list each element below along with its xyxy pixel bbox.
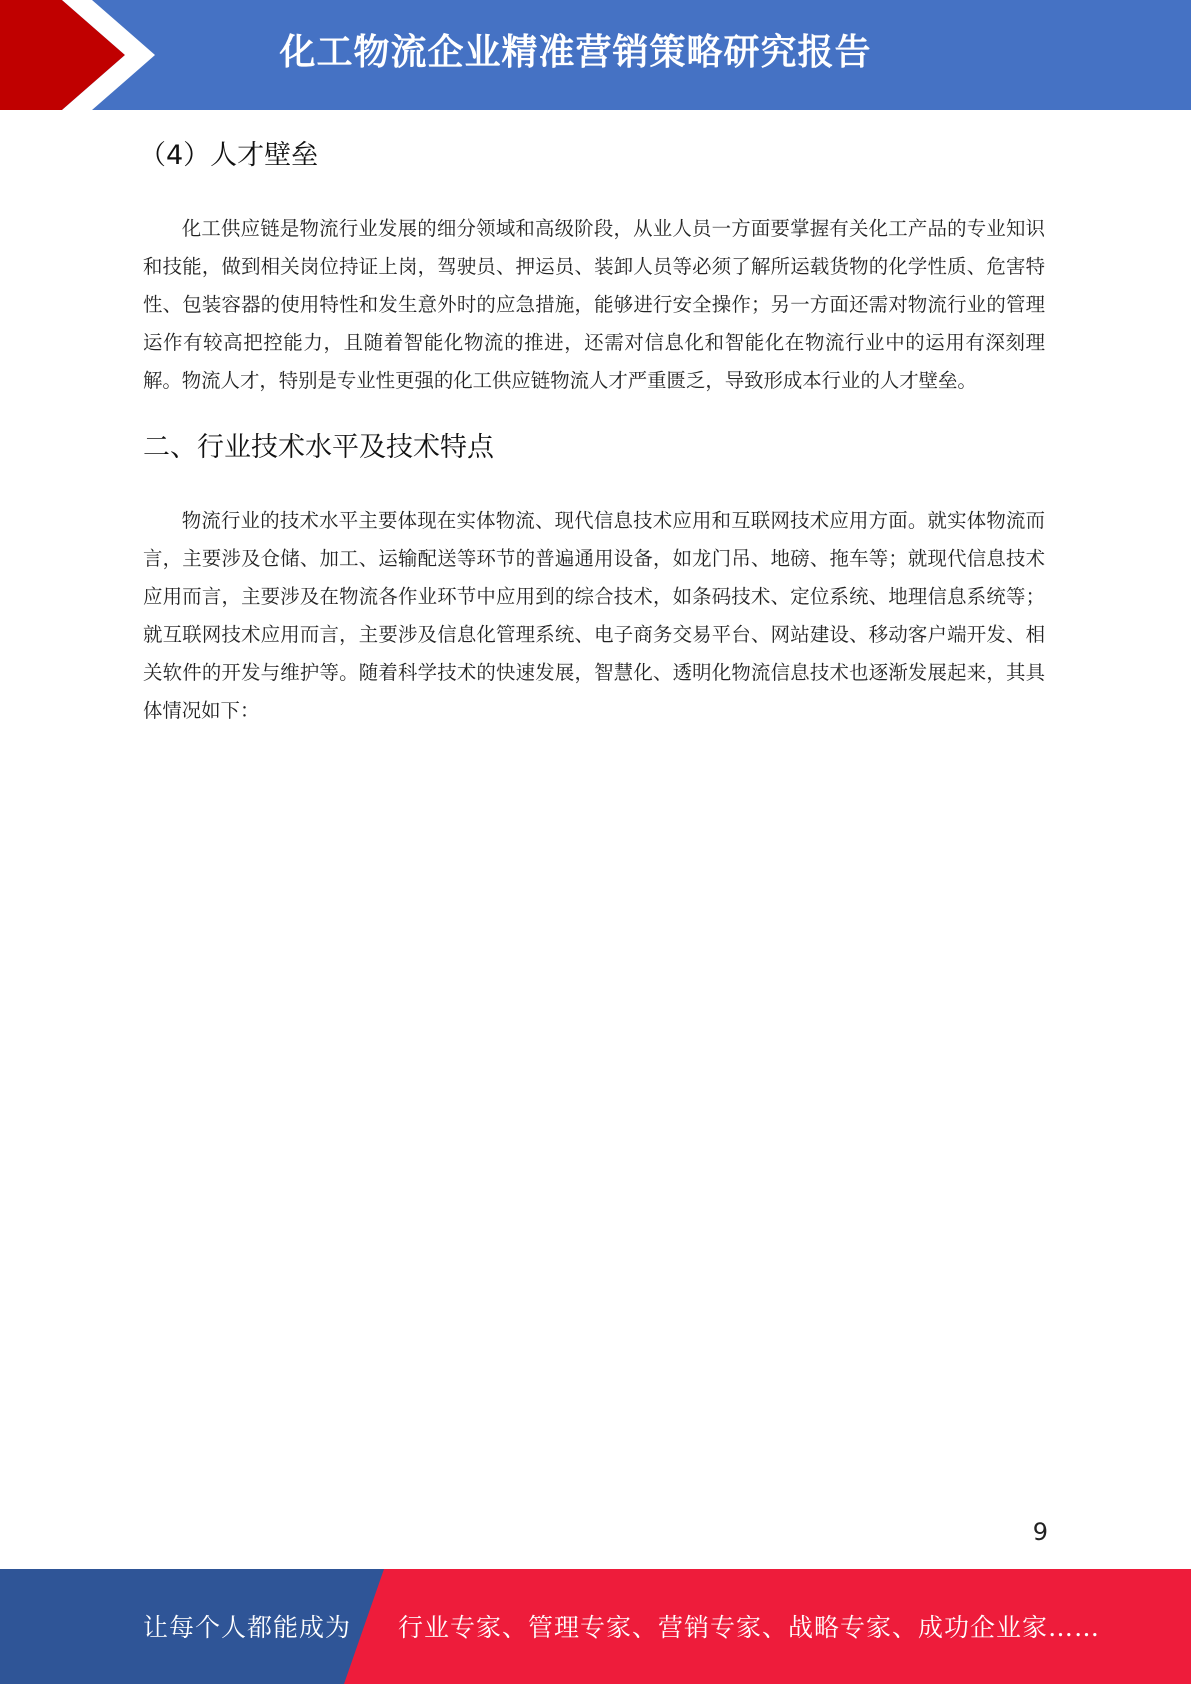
header-title: 化工物流企业精准营销策略研究报告 bbox=[279, 32, 872, 73]
page-footer bbox=[0, 1569, 1191, 1684]
section-heading-technology: 二、行业技术水平及技术特点 bbox=[143, 432, 494, 463]
subheading-talent-barrier: （4）人才壁垒 bbox=[139, 140, 319, 171]
page-header bbox=[0, 0, 1191, 110]
paragraph-technology: 物流行业的技术水平主要体现在实体物流、现代信息技术应用和互联网技术应用方面。就实体物流而言，主要涉及仓储、加工、运输配送等环节的普遍通用设备，如龙门吊、地磅、拖车等；就现代信息技术应用而言，主要涉及在物流各作业环节中应用到的综合技术，如条码技术、定位系统、地理信息系统等；就互联网技术应用而言，主要涉及信息化管理系统、电子商务交易平台、网站建设、移动客户端开发、相关软件的开发与维护等。随着科学技术的快速发展，智慧化、透明化物流信息技术也逐渐发展起来，其具体情况如下： bbox=[143, 509, 1045, 722]
page-number: 9 bbox=[1032, 1518, 1048, 1546]
footer-slogan-right: 行业专家、管理专家、营销专家、战略专家、成功企业家…… bbox=[398, 1613, 1101, 1642]
paragraph-talent-barrier: 化工供应链是物流行业发展的细分领域和高级阶段，从业人员一方面要掌握有关化工产品的专业知识和技能，做到相关岗位持证上岗，驾驶员、押运员、装卸人员等必须了解所运载货物的化学性质、危害特性、包装容器的使用特性和发生意外时的应急措施，能够进行安全操作；另一方面还需对物流行业的管理运作有较高把控能力，且随着智能化物流的推进，还需对信息化和智能化在物流行业中的运用有深刻理解。物流人才，特别是专业性更强的化工供应链物流人才严重匮乏，导致形成本行业的人才壁垒。 bbox=[143, 217, 1045, 392]
footer-slogan-left: 让每个人都能成为 bbox=[143, 1613, 352, 1642]
page-content bbox=[139, 110, 1045, 730]
